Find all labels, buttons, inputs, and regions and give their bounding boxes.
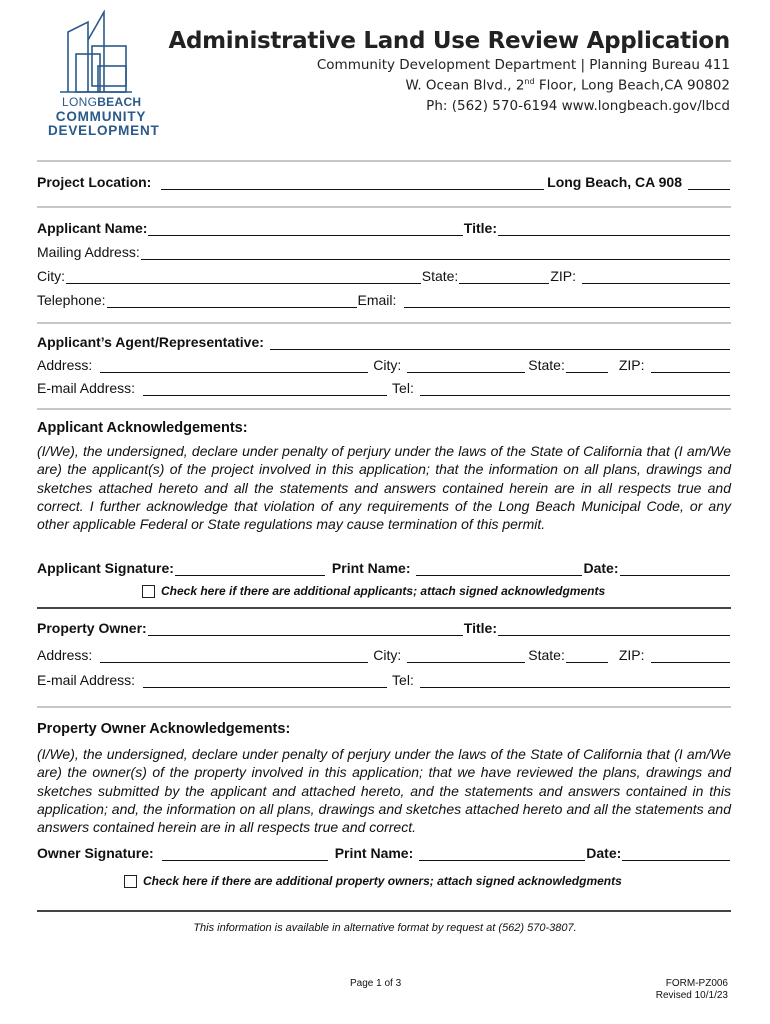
mailing-address-row [37, 242, 731, 260]
agent-zip-label: ZIP: [618, 357, 645, 373]
owner-ack-heading: Property Owner Acknowledgements: [37, 721, 291, 737]
header-department: Community Development Department | Planning Bureau 411 [316, 57, 730, 73]
owner-city-field[interactable] [407, 649, 525, 663]
agent-field[interactable] [270, 336, 730, 350]
checkbox-icon[interactable] [124, 875, 137, 888]
agent-tel-field[interactable] [420, 382, 730, 396]
checkbox-icon[interactable] [142, 585, 155, 598]
agent-city-field[interactable] [407, 359, 525, 373]
applicant-title-label: Title: [463, 220, 497, 236]
zip-field[interactable] [582, 270, 730, 284]
applicant-date-label: Date: [583, 560, 619, 576]
applicant-signature-row [37, 558, 731, 576]
agent-state-label: State: [528, 357, 565, 373]
agent-email-label: E-mail Address: [37, 380, 136, 396]
mailing-address-field[interactable] [141, 246, 730, 260]
page-title: Administrative Land Use Review Application [168, 28, 730, 54]
applicant-ack-text: (I/We), the undersigned, declare under penalty of perjury under the laws of the State of California that (I am/We are) the applicant(s) of the project involved in this application; that the information on all plans, drawings and sketches attached hereto and all the statements and answers contained herein are in all respects true and correct. I further acknowledge that violation of any requirements of the Long Beach Municipal Code, or any other applicable Federal or State regulations may cause termination of this permit. [37, 443, 731, 533]
owner-label: Property Owner: [37, 620, 147, 636]
agent-email-row [37, 378, 731, 396]
logo-text: LONGBEACH [62, 95, 142, 109]
agent-state-field[interactable] [566, 359, 608, 373]
agent-label: Applicant’s Agent/Representative: [37, 334, 264, 350]
applicant-title-field[interactable] [498, 222, 730, 236]
owner-address-row [37, 645, 731, 663]
owner-city-label: City: [373, 647, 402, 663]
owner-print-label: Print Name: [334, 845, 414, 861]
applicant-phone-row [37, 290, 731, 308]
email-label: Email: [357, 292, 397, 308]
city-label: City: [37, 268, 65, 284]
email-field[interactable] [404, 294, 730, 308]
owner-date-label: Date: [586, 845, 622, 861]
mailing-address-label: Mailing Address: [37, 244, 140, 260]
agent-zip-field[interactable] [651, 359, 730, 373]
applicant-ack-heading: Applicant Acknowledgements: [37, 420, 248, 436]
page-number: Page 1 of 3 [350, 978, 402, 989]
project-city-suffix: Long Beach, CA 908 [547, 174, 682, 190]
city-field[interactable] [66, 270, 421, 284]
owner-state-label: State: [528, 647, 565, 663]
owner-ack-text: (I/We), the undersigned, declare under penalty of perjury under the laws of the State of California that (I am/We are) the owner(s) of the property involved in this application; that we have reviewed the plans, drawings and sketches submitted by the applicant and attached hereto, and the statements and answers contained in this application; and, the information on all plans, drawings and sketches attached hereto and all the statements and answers contained herein are in all respects true and correct. [37, 746, 731, 836]
additional-applicants-checkbox[interactable] [142, 584, 605, 598]
owner-email-label: E-mail Address: [37, 672, 136, 688]
agent-address-row [37, 355, 731, 373]
additional-owners-label: Check here if there are additional property owners; attach signed acknowledgments [143, 874, 622, 888]
owner-zip-field[interactable] [651, 649, 730, 663]
owner-signature-label: Owner Signature: [37, 845, 154, 861]
applicant-signature-field[interactable] [175, 562, 325, 576]
divider [37, 160, 731, 162]
telephone-field[interactable] [107, 294, 357, 308]
applicant-name-label: Applicant Name: [37, 220, 148, 236]
additional-applicants-label: Check here if there are additional applicants; attach signed acknowledgments [161, 584, 606, 598]
divider [37, 607, 731, 609]
agent-address-field[interactable] [100, 359, 368, 373]
applicant-print-label: Print Name: [331, 560, 411, 576]
divider [37, 322, 731, 324]
project-location-row [37, 172, 731, 190]
applicant-city-row [37, 266, 731, 284]
logo-subtitle: COMMUNITY DEVELOPMENT [48, 109, 160, 138]
applicant-date-field[interactable] [620, 562, 731, 576]
applicant-name-row [37, 218, 731, 236]
revision-date: Revised 10/1/23 [655, 990, 728, 1001]
owner-address-label: Address: [37, 647, 93, 663]
divider [37, 910, 731, 912]
divider [37, 706, 731, 708]
owner-date-field[interactable] [622, 847, 730, 861]
divider [37, 206, 731, 208]
owner-tel-label: Tel: [392, 672, 414, 688]
form-number: FORM-PZ006 [665, 978, 728, 989]
owner-email-row [37, 670, 731, 688]
owner-signature-field[interactable] [162, 847, 328, 861]
project-zip-field[interactable] [688, 176, 730, 190]
owner-name-row [37, 618, 731, 636]
applicant-print-field[interactable] [416, 562, 582, 576]
agent-address-label: Address: [37, 357, 93, 373]
alternative-format-note: This information is available in alternative format by request at (562) 570-3807. [193, 922, 577, 934]
owner-print-field[interactable] [419, 847, 585, 861]
agent-email-field[interactable] [143, 382, 387, 396]
owner-zip-label: ZIP: [618, 647, 645, 663]
header-address: W. Ocean Blvd., 2nd Floor, Long Beach,CA 90802 [405, 77, 730, 94]
additional-owners-checkbox[interactable] [124, 874, 622, 888]
project-location-field[interactable] [161, 176, 544, 190]
agent-tel-label: Tel: [392, 380, 414, 396]
owner-email-field[interactable] [143, 674, 387, 688]
owner-name-field[interactable] [148, 622, 463, 636]
applicant-signature-label: Applicant Signature: [37, 560, 174, 576]
owner-state-field[interactable] [566, 649, 608, 663]
agent-row [37, 332, 731, 350]
owner-tel-field[interactable] [420, 674, 730, 688]
project-location-label: Project Location: [37, 174, 152, 190]
owner-title-field[interactable] [498, 622, 730, 636]
state-label: State: [421, 268, 459, 284]
header-phone: Ph: (562) 570-6194 www.longbeach.gov/lbcd [426, 98, 730, 114]
telephone-label: Telephone: [37, 292, 106, 308]
zip-label: ZIP: [550, 268, 576, 284]
applicant-name-field[interactable] [148, 222, 462, 236]
agent-city-label: City: [373, 357, 402, 373]
owner-signature-row [37, 843, 731, 861]
owner-address-field[interactable] [100, 649, 368, 663]
state-field[interactable] [459, 270, 549, 284]
owner-title-label: Title: [463, 620, 497, 636]
divider [37, 408, 731, 410]
